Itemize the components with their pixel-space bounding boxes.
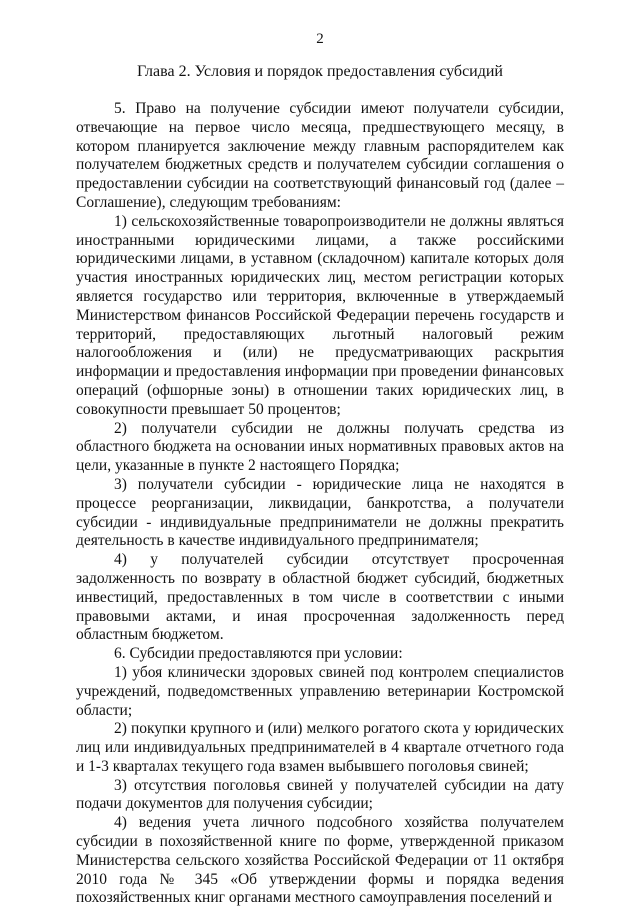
requirement-3: 3) получатели субсидии - юридические лица не находятся в процессе реорганизации, ликвидации, банкротства, а получатели субсидии - индивидуальные предприниматели не должны прекратить деятельность в качестве индивидуального предпринимателя; <box>76 475 564 550</box>
paragraph-6-intro: 6. Субсидии предоставляются при условии: <box>114 645 403 663</box>
chapter-heading: Глава 2. Условия и порядок предоставления субсидий <box>137 63 503 80</box>
condition-2: 2) покупки крупного и (или) мелкого рогатого скота у юридических лиц или индивидуальных предпринимателей в 4 квартале отчетного года и 1-3 кварталах текущего года взамен выбывшего поголовья свиней; <box>76 720 564 775</box>
page-number: 2 <box>316 31 324 47</box>
condition-1: 1) убоя клинически здоровых свиней под контролем специалистов учреждений, подведомственных управлению ветеринарии Костромской области; <box>76 663 564 719</box>
paragraph-5-intro: 5. Право на получение субсидии имеют получатели субсидии, отвечающие на первое число месяца, предшествующего месяцу, в котором планируется заключение между главным распорядителем как получателем бюджетных средств и получателем субсидии соглашения о предоставлении субсидии на соответствующий финансовый год (далее – Соглашение), следующим требованиям: <box>76 100 564 211</box>
requirement-2: 2) получатели субсидии не должны получать средства из областного бюджета на основании иных нормативных правовых актов на цели, указанные в пункте 2 настоящего Порядка; <box>76 419 564 475</box>
requirement-1: 1) сельскохозяйственные товаропроизводители не должны являться иностранными юридическими лицами, а также российскими юридическими лицами, в уставном (складочном) капитале которых доля участия иностранных юридических лиц, местом регистрации которых является государство или территория, включенные в утверждаемый Министерством финансов Российской Федерации перечень государств и территорий, предоставляющих льготный налоговый режим налогообложения и (или) не предусматривающих раскрытия информации и предоставления информации при проведении финансовых операций (офшорные зоны) в отношении таких юридических лиц, в совокупности превышает 50 процентов; <box>76 212 564 418</box>
requirement-4: 4) у получателей субсидии отсутствует просроченная задолженность по возврату в областной бюджет субсидий, бюджетных инвестиций, предоставленных в том числе в соответствии с иными правовыми актами, и иная просроченная задолженность перед областным бюджетом. <box>76 551 564 644</box>
document-body <box>76 100 564 908</box>
condition-4: 4) ведения учета личного подсобного хозяйства получателем субсидии в похозяйственной книге по форме, утвержденной приказом Министерства сельского хозяйства Российской Федерации от 11 октября 2010 года № 345 «Об утверждении формы и порядка ведения похозяйственных книг органами местного самоуправления поселений и <box>76 814 564 907</box>
condition-3: 3) отсутствия поголовья свиней у получателей субсидии на дату подачи документов для получения субсидии; <box>76 776 564 813</box>
